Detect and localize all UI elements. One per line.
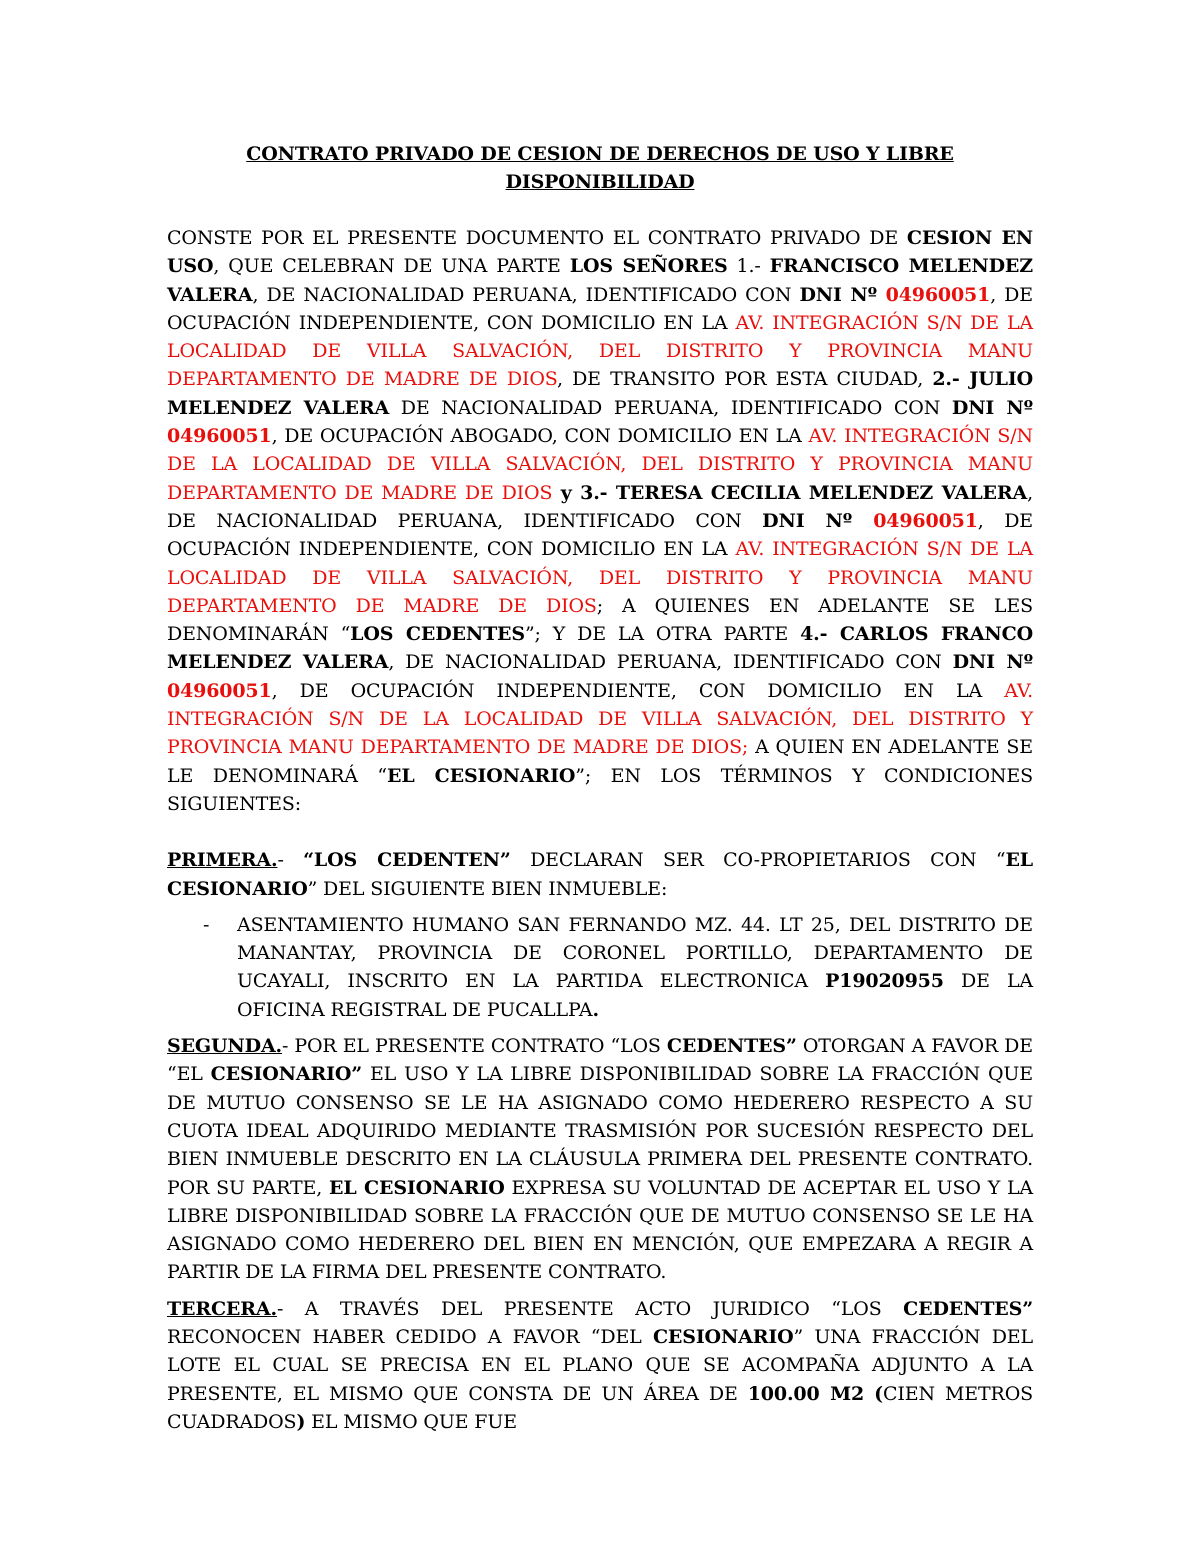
text-run: AV. INTEGRACIÓN S/N DE LA LOCALIDAD DE VILLA SALVACIÓN, DEL DISTRITO Y PROVINCIA MANU DEPARTAMENTO DE MADRE DE DIOS [167,425,1034,504]
property-list-item [167,911,1033,1024]
title-line-2: DISPONIBILIDAD [505,171,695,193]
text-run: 04960051 [167,425,272,448]
text-run: LOS SEÑORES [569,255,728,278]
text-run: OTORGAN A FAVOR DE “EL [167,1035,1033,1086]
text-run: FRANCISCO MELENDEZ VALERA [167,255,1033,306]
text-run: ” DEL SIGUIENTE BIEN INMUEBLE: [307,877,668,900]
document-title [167,140,1033,196]
text-run: , DE OCUPACIÓN INDEPENDIENTE, CON DOMICILIO EN LA [167,283,1033,334]
text-run: ASENTAMIENTO HUMANO SAN FERNANDO MZ. 44. LT 25, DEL DISTRITO DE MANANTAY, PROVINCIA DE CORONEL PORTILLO, DEPARTAMENTO DE UCAYALI, INSCRITO EN LA PARTIDA ELECTRONICA [237,913,1033,993]
text-run: LOS CEDENTES [350,623,525,646]
text-run: . [592,998,599,1021]
text-run: CEDENTES” [903,1297,1033,1320]
text-run: , DE OCUPACIÓN INDEPENDIENTE, CON DOMICILIO EN LA [271,679,1005,702]
text-run: EL CESIONARIO [387,764,576,787]
text-run: DNI Nº [951,396,1033,419]
intro-paragraph [167,224,1033,818]
text-run: ; A QUIENES EN ADELANTE SE LES DENOMINARÁN “ [167,594,1033,646]
text-run: CONSTE POR EL PRESENTE DOCUMENTO EL CONTRATO PRIVADO DE [167,227,907,249]
property-description [237,911,1033,1024]
text-run: CEDENTES” [666,1035,797,1058]
text-run: “LOS CEDENTEN” [303,849,511,872]
clause-tercera [167,1295,1033,1436]
clause-segunda [167,1032,1033,1287]
text-run: 04960051 [167,679,272,702]
text-run: y [552,481,581,504]
text-run: - A TRAVÉS DEL PRESENTE ACTO JURIDICO “LOS [276,1297,904,1320]
text-run: SEGUNDA. [167,1035,282,1058]
text-run: DE LA OFICINA REGISTRAL DE PUCALLPA [237,970,1034,1021]
text-run: CESIONARIO [652,1325,794,1348]
text-run: ”; Y DE LA OTRA PARTE [524,623,801,646]
text-run: , DE OCUPACIÓN ABOGADO, CON DOMICILIO EN LA [271,425,809,448]
text-run: , DE OCUPACIÓN INDEPENDIENTE, CON DOMICILIO EN LA [167,509,1033,561]
text-run: CIEN METROS CUADRADOS [167,1382,1033,1433]
text-run: DE NACIONALIDAD PERUANA, IDENTIFICADO CON [389,396,952,419]
text-run: RECONOCEN HABER CEDIDO A FAVOR “DEL [167,1325,653,1348]
text-run: DNI Nº [762,509,874,532]
text-run: ( [874,1382,884,1405]
text-run: ”; EN LOS TÉRMINOS Y CONDICIONES SIGUIENTES: [167,764,1033,815]
title-line-1: CONTRATO PRIVADO DE CESION DE DERECHOS DE USO Y LIBRE [246,143,954,165]
text-run: TERCERA. [167,1297,277,1320]
text-run: EL MISMO QUE FUE [305,1410,517,1433]
text-run: , DE NACIONALIDAD PERUANA, IDENTIFICADO CON [167,481,1033,532]
text-run: 1.- [727,255,770,278]
text-run: 04960051 [873,509,978,532]
text-run: , DE NACIONALIDAD PERUANA, IDENTIFICADO CON [388,651,953,674]
text-run: AV. INTEGRACIÓN S/N DE LA LOCALIDAD DE VILLA SALVACIÓN, DEL DISTRITO Y PROVINCIA MANU DEPARTAMENTO DE MADRE DE DIOS [167,538,1033,617]
text-run: DNI Nº [799,283,886,306]
text-run: DNI Nº [952,651,1033,674]
text-run: - [277,849,304,872]
text-run: 04960051 [885,283,991,306]
text-run: , QUE CELEBRAN DE UNA PARTE [213,255,570,278]
text-run: - POR EL PRESENTE CONTRATO “LOS [282,1035,667,1058]
text-run: 4.- CARLOS FRANCO MELENDEZ VALERA [167,623,1033,674]
text-run: P19020955 [825,970,944,993]
text-run: PRIMERA. [167,849,278,872]
text-run: CESIONARIO” [210,1063,363,1086]
text-run: ) [296,1410,306,1433]
clause-primera [167,846,1033,903]
text-run: ” UNA FRACCIÓN DEL LOTE EL CUAL SE PRECISA EN EL PLANO QUE SE ACOMPAÑA ADJUNTO A LA PRESENTE, EL MISMO QUE CONSTA DE UN ÁREA DE [167,1325,1033,1405]
text-run: AV. INTEGRACIÓN S/N DE LA LOCALIDAD DE VILLA SALVACIÓN, DEL DISTRITO Y PROVINCIA MANU DEPARTAMENTO DE MADRE DE DIOS; [167,679,1033,759]
text-run: A QUIEN EN ADELANTE SE LE DENOMINARÁ “ [167,736,1033,787]
text-run: , DE NACIONALIDAD PERUANA, IDENTIFICADO CON [252,283,800,306]
text-run: AV. INTEGRACIÓN S/N DE LA LOCALIDAD DE VILLA SALVACIÓN, DEL DISTRITO Y PROVINCIA MANU DEPARTAMENTO DE MADRE DE DIOS [167,311,1033,391]
list-bullet: - [203,913,210,936]
text-run: 100.00 M2 [747,1382,865,1405]
text-run: EL USO Y LA LIBRE DISPONIBILIDAD SOBRE LA FRACCIÓN QUE DE MUTUO CONSENSO SE LE HA ASIGNADO COMO HEDERERO RESPECTO A SU CUOTA IDEAL ADQUIRIDO MEDIANTE TRASMISIÓN POR SUCESIÓN RESPECTO DEL BIEN INMUEBLE DESCRITO EN LA CLÁUSULA PRIMERA DEL PRESENTE CONTRATO. POR SU PARTE, [167,1063,1033,1199]
text-run [864,1383,874,1405]
text-run: EL CESIONARIO [329,1176,505,1199]
text-run: DECLARAN SER CO-PROPIETARIOS CON “ [510,849,1006,872]
text-run: EXPRESA SU VOLUNTAD DE ACEPTAR EL USO Y LA LIBRE DISPONIBILIDAD SOBRE LA FRACCIÓN QUE DE MUTUO CONSENSO SE LE HA ASIGNADO COMO HEDERERO DEL BIEN EN MENCIÓN, QUE EMPEZARA A REGIR A PARTIR DE LA FIRMA DEL PRESENTE CONTRATO. [167,1176,1034,1284]
document-page [167,140,1033,1444]
text-run: 3.- TERESA CECILIA MELENDEZ VALERA [580,481,1028,504]
text-run: , DE TRANSITO POR ESTA CIUDAD, [556,368,933,391]
text-run: EL CESIONARIO [167,849,1033,900]
text-run: 2.- JULIO MELENDEZ VALERA [167,368,1034,419]
text-run: CESION EN USO [167,227,1034,278]
